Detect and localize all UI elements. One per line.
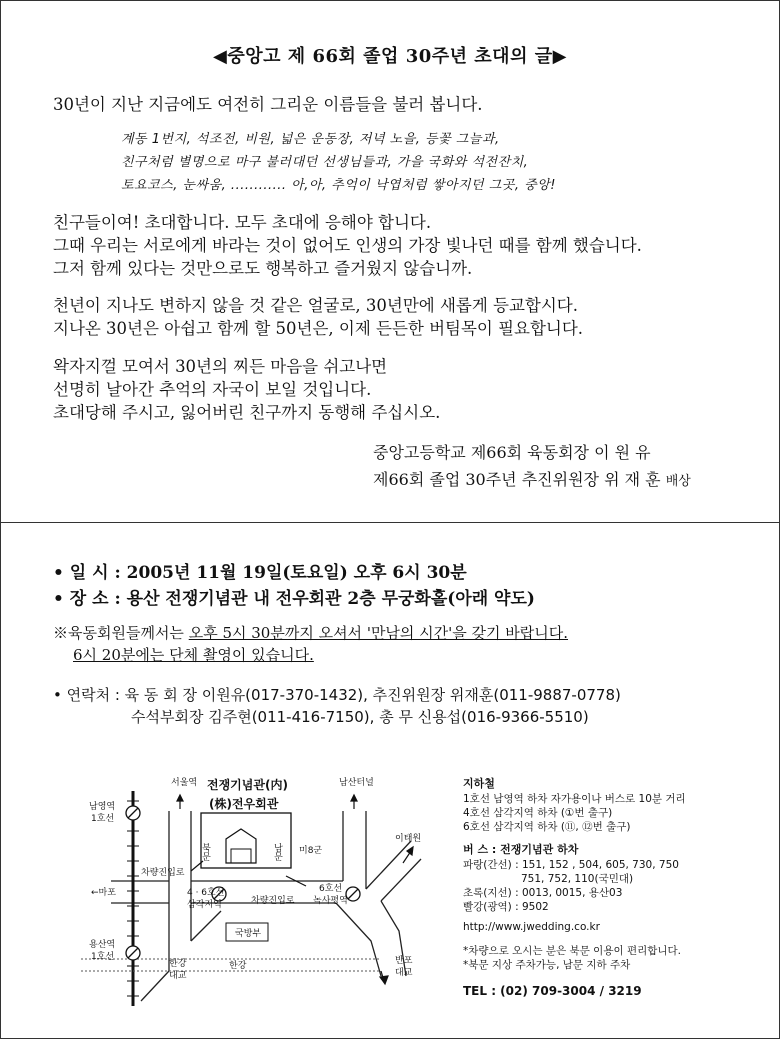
contact-line: 수석부회장 김주현(011-416-7150), 총 무 신용섭(016-9366-5510) [131,708,589,726]
parking-note: *차량으로 오시는 분은 북문 이용이 편리합니다. [463,945,681,957]
map-line1-b: 1호선 [91,952,115,962]
map-title: 전쟁기념관(内) [207,778,288,792]
paragraph-line: 초대당해 주시고, 잃어버린 친구까지 동행해 주십시오. [53,403,441,422]
map-namsan-tunnel: 남산터널 [339,778,374,788]
paragraph-line: 그저 함께 있다는 것만으로도 행복하고 즐거웠지 않습니까. [53,259,473,278]
map-car-entry-1: 차량진입로 [141,868,185,878]
map-north-gate: 북문 [200,843,210,861]
handwritten-line: 친구처럼 별명으로 마구 불러대던 선생님들과, 가을 국화와 석전잔치, [121,155,529,170]
map-namyeong: 남영역 [89,802,116,812]
paragraph-line: 친구들이여! 초대합니다. 모두 초대에 응해야 합니다. [53,213,432,232]
signature-name: 제66회 졸업 30주년 추진위원장 위 재 훈 [373,470,661,489]
paragraph-line: 그때 우리는 서로에게 바라는 것이 없어도 인생의 가장 빛나던 때를 함께 했습니다. [53,236,642,255]
map-hangang-bridge-2: 대교 [169,971,187,981]
map-defense-ministry: 국방부 [235,929,262,939]
bus-line: 빨강(광역) : 9502 [463,901,549,913]
contact-line: • 연락처 : 육 동 회 장 이원유(017-370-1432), 추진위원장 위재훈(011-9887-0778) [53,686,621,704]
notice-underlined: 오후 5시 30분까지 오셔서 '만남의 시간'을 갖기 바랍니다. [188,624,569,642]
paragraph-line: 왁자지껄 모여서 30년의 찌든 마음을 쉬고나면 [53,357,388,376]
map-car-entry-2: 차량진입로 [251,896,295,906]
subway-title: 지하철 [463,777,495,790]
map-noksapyeong: 녹사평역 [313,896,348,906]
subway-line: 1호선 남영역 하차 자가용이나 버스로 10분 거리 [463,793,686,805]
map-line1-a: 1호선 [91,814,115,824]
map-hangang-bridge-1: 한강 [169,959,187,969]
bus-line: 초록(지선) : 0013, 0015, 용산03 [463,887,623,899]
map-banpo-1: 반포 [395,956,413,966]
intro-line: 30년이 지난 지금에도 여전히 그리운 이름들을 불러 봅니다. [53,95,483,114]
subway-line: 4호선 삼각지역 하차 (①번 출구) [463,807,613,819]
map-hangang: 한강 [229,961,247,971]
paragraph-line: 지나온 30년은 아쉽고 함께 할 50년은, 이제 든든한 버팀목이 필요합니다. [53,319,584,338]
bus-line: 751, 752, 110(국민대) [521,873,634,885]
handwritten-line: 계동 1번지, 석조전, 비원, 넓은 운동장, 저녁 노을, 등꽃 그늘과, [121,132,500,147]
map-us-army: 미8군 [299,846,323,856]
map-south-gate: 남문 [272,843,282,861]
parking-note: *북문 지상 주차가능, 남문 지하 주차 [463,959,631,971]
map-samgakji: 삼각지역 [187,900,222,910]
map-banpo-2: 대교 [395,968,413,978]
notice-line-2: 6시 20분에는 단체 촬영이 있습니다. [73,646,314,664]
map-seoul-station: 서울역 [171,778,198,788]
signature-line: 중앙고등학교 제66회 육동회장 이 원 유 [373,443,651,462]
map-itaewon: 이태원 [395,834,422,844]
location-map [81,771,451,1021]
map-subtitle: (株)전우회관 [209,797,279,811]
map-noksapyeong-line: 6호선 [319,884,343,894]
map-yongsan: 용산역 [89,940,116,950]
paragraph-line: 천년이 지나도 변하지 않을 것 같은 얼굴로, 30년만에 새롭게 등교합시다. [53,296,578,315]
handwritten-line: 토요코스, 눈싸움, ............ 아,아, 추억이 낙엽처럼 쌓아지던 그곳, 중앙! [121,178,556,193]
event-time: • 일 시 : 2005년 11월 19일(토요일) 오후 6시 30분 [53,563,467,583]
website-link[interactable]: http://www.jwedding.co.kr [463,921,600,933]
bus-title: 버 스 : 전쟁기념관 하차 [463,843,579,856]
map-mapo: ←마포 [91,888,116,898]
map-samgakji-line: 4 · 6호선 [187,888,225,898]
notice-line [53,622,568,643]
paragraph-line: 선명히 날아간 추억의 자국이 보일 것입니다. [53,380,372,399]
telephone: TEL : (02) 709-3004 / 3219 [463,984,642,998]
notice-prefix: ※육동회원들께서는 [53,624,189,642]
signature-suffix: 배상 [665,474,691,489]
section-divider [1,522,779,523]
event-place: • 장 소 : 용산 전쟁기념관 내 전우회관 2층 무궁화홀(아래 약도) [53,589,535,609]
invitation-title: ◀중앙고 제 66회 졸업 30주년 초대의 글▶ [213,46,567,67]
bus-line: 파랑(간선) : 151, 152 , 504, 605, 730, 750 [463,859,679,871]
signature-line [373,467,691,490]
subway-line: 6호선 삼각지역 하차 (⑪, ⑫번 출구) [463,821,631,833]
